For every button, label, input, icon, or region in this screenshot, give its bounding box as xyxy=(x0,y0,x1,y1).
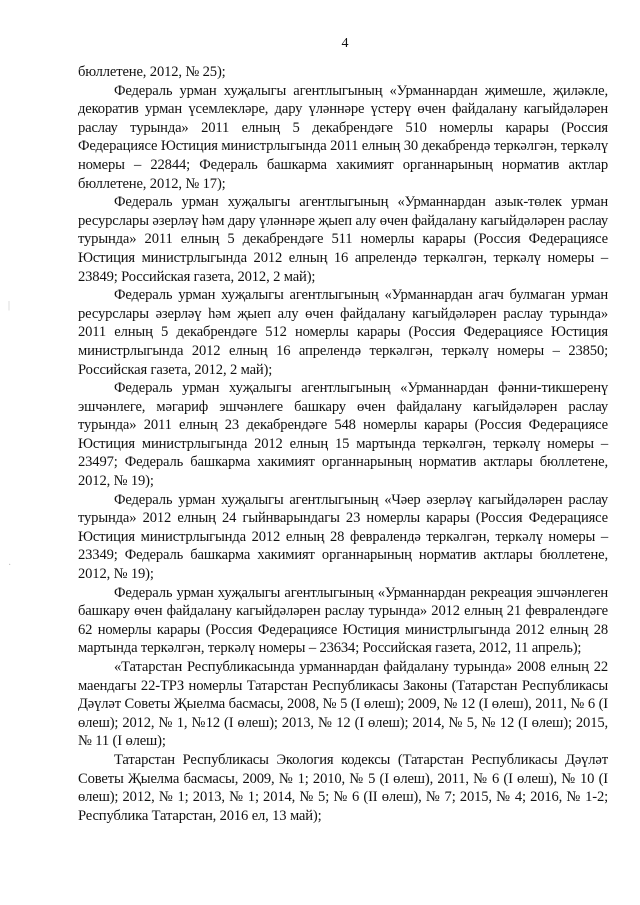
paragraph-order-511: Федераль урман хуҗалыгы агентлыгының «Урманнардан азык-төлек урман ресурслары әзерләү һәм дару үләннәре җыеп алу өчен файдалану кагыйдәләрен раслау турында» 2011 елның 5 декабрендәге 511 номерлы карары (Россия Федерациясе Юстиция министрлыгында 2012 елның 16 апрелендә теркәлгән, теркәлү номеры – 23849; Российская газета, 2012, 2 май); xyxy=(78,194,608,285)
page-number: 4 xyxy=(341,36,349,51)
document-body xyxy=(78,63,608,825)
paragraph-order-23: Федераль урман хуҗалыгы агентлыгының «Чәер әзерләү кагыйдәләрен раслау турында» 2012 елның 24 гыйнварындагы 23 номерлы карары (Россия Федерациясе Юстиция министрлыгында 2012 елның 28 февралендә теркәлгән, теркәлү номеры – 23349; Федераль башкарма хакимият органнарының норматив актлары бюллетене, 2012, № 19); xyxy=(78,491,608,583)
paragraph-order-62: Федераль урман хуҗалыгы агентлыгының «Урманнардан рекреация эшчәнлеген башкару өчен файдалану кагыйдәләрен раслау турында» 2012 елның 21 февралендәге 62 номерлы карары (Россия Федерациясе Юстиция министрлыгында 2012 елның 28 мартында теркәлгән, теркәлү номеры – 23634; Российская газета, 2012, 11 апрель); xyxy=(78,584,608,657)
scan-margin-mark: | xyxy=(8,300,11,311)
scan-margin-mark: · xyxy=(8,560,12,571)
paragraph-order-548: Федераль урман хуҗалыгы агентлыгының «Урманнардан фәнни-тикшеренү эшчәнлеге, мәгариф эшчәнлеге башкару өчен файдалану кагыйдәләрен раслау турында» 2011 елның 23 декабрендәге 548 номерлы карары (Россия Федерациясе Юстиция министрлыгында 2012 елның 15 мартында теркәлгән, теркәлү номеры – 23497; Федераль башкарма хакимият органнарының норматив актлары бюллетене, 2012, № 19); xyxy=(78,380,608,490)
paragraph-ecology-code: Татарстан Республикасы Экология кодексы (Татарстан Республикасы Дәүләт Советы Җыелма басмасы, 2009, № 1; 2010, № 5 (I өлеш), 2011, № 6 (I өлеш), № 10 (I өлеш); 2012, № 1; 2013, № 1; 2014, № 5; № 6 (II өлеш), № 7; 2015, № 4; 2016, № 1-2; Республика Татарстан, 2016 ел, 13 май); xyxy=(78,751,608,824)
paragraph-order-510: Федераль урман хуҗалыгы агентлыгының «Урманнардан җимешле, җиләкле, декоратив урман үсемлекләре, дару үләннәре үстерү өчен файдалану кагыйдәләрен раслау турында» 2011 елның 5 декабрендәге 510 номерлы карары (Россия Федерациясе Юстиция министрлыгында 2011 елның 30 декабрендә теркәлгән, теркәлү номеры – 22844; Федераль башкарма хакимият органнарының норматив актлар бюллетене, 2012, № 17); xyxy=(78,82,608,192)
paragraph-law-22-trz: «Татарстан Республикасында урманнардан файдалану турында» 2008 елның 22 маендагы 22-ТРЗ номерлы Татарстан Республикасы Законы (Татарстан Республикасы Дәүләт Советы Җыелма басмасы, 2008, № 5 (I өлеш); 2009, № 12 (I өлеш), 2011, № 6 (I өлеш); 2012, № 1, №12 (I өлеш); 2013, № 12 (I өлеш); 2014, № 5, № 12 (I өлеш); 2015, № 11 (I өлеш); xyxy=(78,659,608,750)
paragraph-continuation: бюллетене, 2012, № 25); xyxy=(78,64,226,80)
paragraph-order-512: Федераль урман хуҗалыгы агентлыгының «Урманнардан агач булмаган урман ресурслары әзерләү һәм җыеп алу өчен файдалану кагыйдәләрен раслау турында» 2011 елның 5 декабрендәге 512 номерлы карары (Россия Федерациясе Юстиция министрлыгында 2012 елның 16 апрелендә теркәлгән, теркәлү номеры – 23850; Российская газета, 2012, 2 май); xyxy=(78,287,608,378)
